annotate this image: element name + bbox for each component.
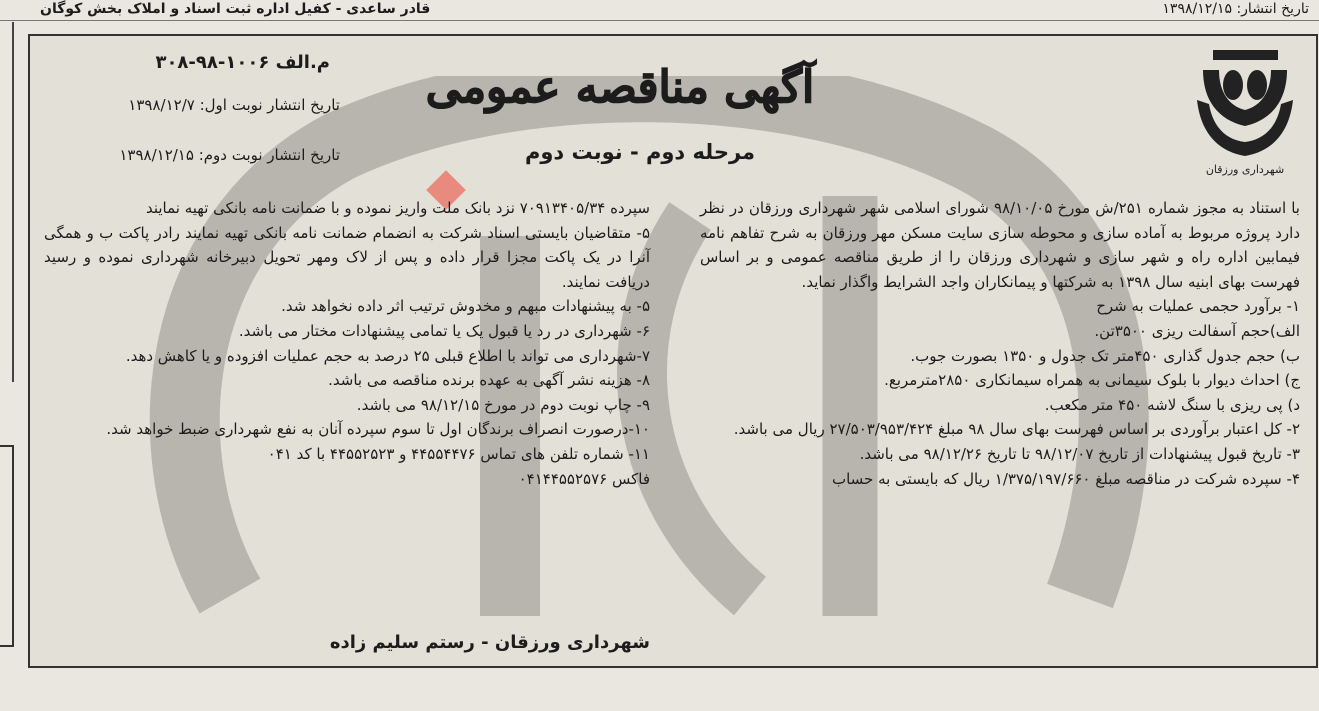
paragraph: الف)حجم آسفالت ریزی ۳۵۰۰تن. [1094,321,1300,340]
paragraph: ۶- شهرداری در رد یا قبول یک یا تمامی پیشنهادات مختار می باشد. [238,321,650,340]
paragraph: ۷-شهرداری می تواند با اطلاع قبلی ۲۵ درصد به حجم عملیات افزوده و یا کاهش دهد. [125,346,650,365]
signature: شهرداری ورزقان - رستم سلیم زاده [329,632,650,653]
paragraph: ۴- سپرده شرکت در مناقصه مبلغ ۱/۳۷۵/۱۹۷/۶۶۰ ریال که بایستی به حساب [831,469,1300,488]
paragraph: ۱۱- شماره تلفن های تماس ۴۴۵۵۴۴۷۶ و ۴۴۵۵۲۵۲۳ با کد ۰۴۱ [267,444,650,463]
first-publish-date: تاریخ انتشار نوبت اول: ۱۳۹۸/۱۲/۷ [128,96,340,114]
municipality-logo-icon [1183,40,1308,180]
ad-subtitle: مرحله دوم - نوبت دوم [524,140,756,164]
paragraph: ۸- هزینه نشر آگهی به عهده برنده مناقصه می باشد. [328,371,650,390]
paragraph: ۱۰-درصورت انصراف برندگان اول تا سوم سپرده آنان به نفع شهرداری ضبط خواهد شد. [106,420,650,439]
paragraph: ۳- تاریخ قبول پیشنهادات از تاریخ ۹۸/۱۲/۰۷ تا تاریخ ۹۸/۱۲/۲۶ می باشد. [859,444,1300,463]
right-column [700,196,1300,491]
paragraph: د) پی ریزی با سنگ لاشه ۴۵۰ متر مکعب. [1044,395,1300,414]
paragraph: ۱- برآورد حجمی عملیات به شرح [1096,297,1300,316]
paragraph: فاکس ۰۴۱۴۴۵۵۲۵۷۶ [518,469,650,488]
adjacent-ad-box [0,445,14,647]
svg-text:شهرداری ورزقان: شهرداری ورزقان [1205,163,1285,176]
paragraph: ۵- متقاضیان بایستی اسناد شرکت به انضمام ضمانت نامه بانکی تهیه نمایند رادر پاکت ب و همگی آنرا در یک پاکت مجزا قرار داده و پس از لاک ومهر تحویل دبیرخانه شهرداری نموده و رسید دریافت نمایند. [44,223,650,291]
paragraph: سپرده ۷۰۹۱۳۴۰۵/۳۴ نزد بانک ملت واریز نموده و با ضمانت نامه بانکی تهیه نمایند [145,199,650,217]
ad-title: آگهی مناقصه عمومی [425,62,815,113]
tender-ad [28,34,1318,668]
second-publish-date: تاریخ انتشار نوبت دوم: ۱۳۹۸/۱۲/۱۵ [119,146,340,164]
paragraph: ب) حجم جدول گذاری ۴۵۰متر تک جدول و ۱۳۵۰ بصورت جوب. [910,346,1300,365]
ad-header [30,36,1316,184]
paragraph: ج) احداث دیوار با بلوک سیمانی به همراه سیمانکاری ۲۸۵۰مترمربع. [884,371,1300,390]
top-bar [0,0,1319,21]
paragraph: ۵- به پیشنهادات مبهم و مخدوش ترتیب اثر داده نخواهد شد. [281,297,650,316]
left-column [44,196,650,491]
adjacent-ad-signature: قادر ساعدی - کفیل اداره ثبت اسناد و املاک بخش کوگان [40,1,431,17]
paragraph: با استناد به مجوز شماره ۲۵۱/ش مورخ ۹۸/۱۰/۰۵ شورای اسلامی شهر شهرداری ورزقان در نظر دارد پروژه مربوط به آماده سازی و محوطه سازی سایت مسکن مهر ورزقان به شرح تفاهم نامه فیمابین اداره راه و شهر سازی و شهرداری ورزقان را از طریق مناقصه عمومی و بر اساس فهرست بهای ابنیه سال ۱۳۹۸ به شرکتها و پیمانکاران واجد الشرایط واگذار نماید. [700,199,1300,291]
paragraph: ۲- کل اعتبار برآوردی بر اساس فهرست بهای سال ۹۸ مبلغ ۲۷/۵۰۳/۹۵۳/۴۲۴ ریال می باشد. [733,420,1300,439]
publish-date: تاریخ انتشار: ۱۳۹۸/۱۲/۱۵ [1162,1,1309,17]
reference-number: م.الف ۱۰۰۶-۹۸-۳۰۸ [155,52,330,73]
adjacent-ad-border [0,22,14,382]
paragraph: ۹- چاپ نوبت دوم در مورخ ۹۸/۱۲/۱۵ می باشد. [356,395,650,414]
